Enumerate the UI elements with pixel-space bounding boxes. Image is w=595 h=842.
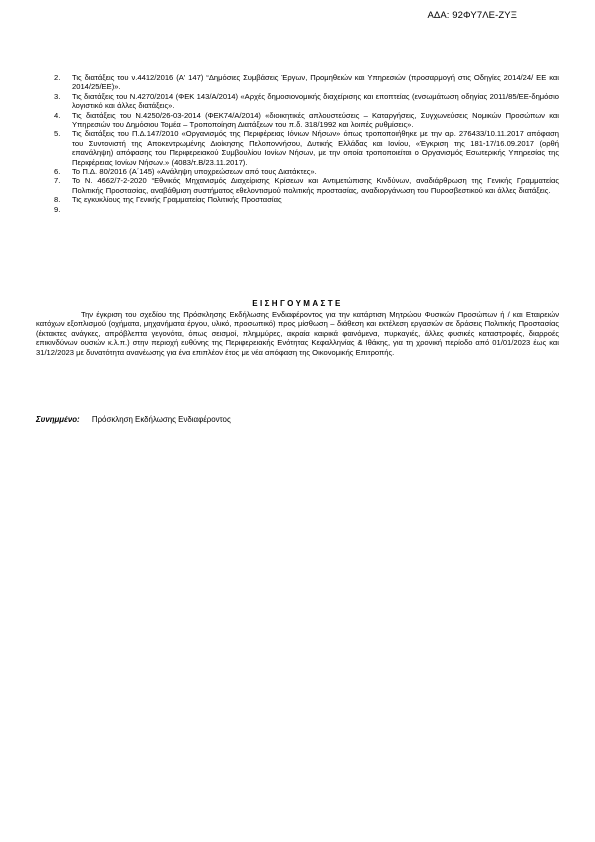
list-item-text [72, 205, 559, 214]
list-item-number: 6. [54, 167, 61, 177]
list-item [54, 73, 559, 92]
section-heading: ΕΙΣΗΓΟΥΜΑΣΤΕ [252, 299, 343, 308]
attachment-label: Συνημμένο: [36, 415, 80, 424]
ada-code: ΑΔΑ: 92ΦΥ7ΛΕ-ΖΥΞ [427, 10, 517, 21]
list-item-text: Τις διατάξεις του Π.Δ.147/2010 «Οργανισμός της Περιφέρειας Ιόνιων Νήσων» όπως τροποποιήθηκε με την αρ. 276433/10.11.2017 απόφαση του Συντονιστή της Αποκεντρωμένης Διοίκησης Πελοποννήσου, Δυτικής Ελλάδας και Ιονίου, «Έγκριση της 181-17/16.09.2017 (ορθή επανάληψη) απόφασης του Περιφερειακού Συμβουλίου Ιονίων Νήσων, με την οποία τροποποιείται ο Οργανισμός Εσωτερικής Υπηρεσίας της Περιφέρειας Ιονίων Νήσων.» (4083/τ.Β/23.11.2017). [72, 129, 559, 167]
list-item [54, 176, 559, 195]
list-item-text: Τις διατάξεις του N.4270/2014 (ΦΕΚ 143/Α/2014) «Αρχές δημοσιονομικής διαχείρισης και εποπτείας (ενσωμάτωση οδηγίας 2011/85/ΕΕ-δημόσιο λογιστικό και άλλες διατάξεις». [72, 91, 559, 111]
list-item-number: 5. [54, 129, 61, 139]
list-item [54, 205, 559, 214]
list-item-text: Τις διατάξεις του ν.4412/2016 (Α' 147) “Δημόσιες Συμβάσεις Έργων, Προμηθειών και Υπηρεσιών (προσαρμογή στις Οδηγίες 2014/24/ ΕΕ και 2014/25/ΕΕ)». [72, 73, 559, 92]
legal-basis-list [54, 73, 559, 214]
list-item-number: 7. [54, 176, 61, 186]
list-item [54, 195, 559, 204]
list-item-number: 4. [54, 110, 61, 120]
list-item-text: Το Π.Δ. 80/2016 (Α΄145) «Ανάληψη υποχρεώσεων από τους Διατάκτες». [72, 167, 317, 177]
list-item-number: 3. [54, 91, 61, 101]
list-item-number: 9. [54, 204, 61, 214]
list-item-text: Το Ν. 4662/7-2-2020 “Εθνικός Μηχανισμός Διαχείρισης Κρίσεων και Αντιμετώπισης Κινδύνων, αναδιάρθρωση της Γενικής Γραμματείας Πολιτικής Προστασίας, αναβάθμιση συστήματος εθελοντισμού πολιτικής προστασίας, αναδιοργάνωση του Πυροσβεστικού και άλλες διατάξεις. [72, 176, 559, 195]
list-item [54, 92, 559, 111]
list-item-text: Τις εγκυκλίους της Γενικής Γραμματείας Πολιτικής Προστασίας [72, 195, 282, 205]
list-item-number: 8. [54, 195, 61, 205]
attachment-text: Πρόσκληση Εκδήλωσης Ενδιαφέροντος [91, 415, 231, 424]
attachment-line [36, 415, 231, 424]
list-item [54, 167, 559, 176]
list-item [54, 129, 559, 167]
list-item-text: Τις διατάξεις του N.4250/26-03-2014 (ΦΕΚ74/Α/2014) «διοικητικές απλουστεύσεις – Καταργήσεις, Συγχωνεύσεις Νομικών Προσώπων και Υπηρεσιών του Δημόσιου Τομέα – Τροποποίηση Διατάξεων του π.δ. 318/1992 και λοιπές ρυθμίσεις». [72, 110, 559, 130]
list-item-number: 2. [54, 73, 61, 82]
proposal-paragraph: Την έγκριση του σχεδίου της Πρόσκλησης Εκδήλωσης Ενδιαφέροντος για την κατάρτιση Μητρώου Φυσικών Προσώπων ή / και Εταιρειών κατόχων εξοπλισμού (οχήματα, μηχανήματα έργου, υλικό, προσωπικό) προς μίσθωση – διάθεση και εκτέλεση εργασιών σε δράσεις Πολιτικής Προστασίας (έκτακτες ανάγκες, απρόβλεπτα γεγονότα, όπως σεισμοί, πλημμύρες, ακραία καιρικά φαινόμενα, πυρκαγιές, άλλες φυσικές καταστροφές, διαρροές επικινδύνων ουσιών κ.λ.π.) στην περιοχή ευθύνης της Περιφερειακής Ενότητας Κεφαλληνίας & Ιθάκης, για τη χρονική περίοδο από 01/01/2023 έως και 31/12/2023 με δυνατότητα ανανέωσης για ένα επιπλέον έτος με νέα απόφαση της Οικονομικής Επιτροπής. [36, 310, 559, 357]
list-item [54, 111, 559, 130]
